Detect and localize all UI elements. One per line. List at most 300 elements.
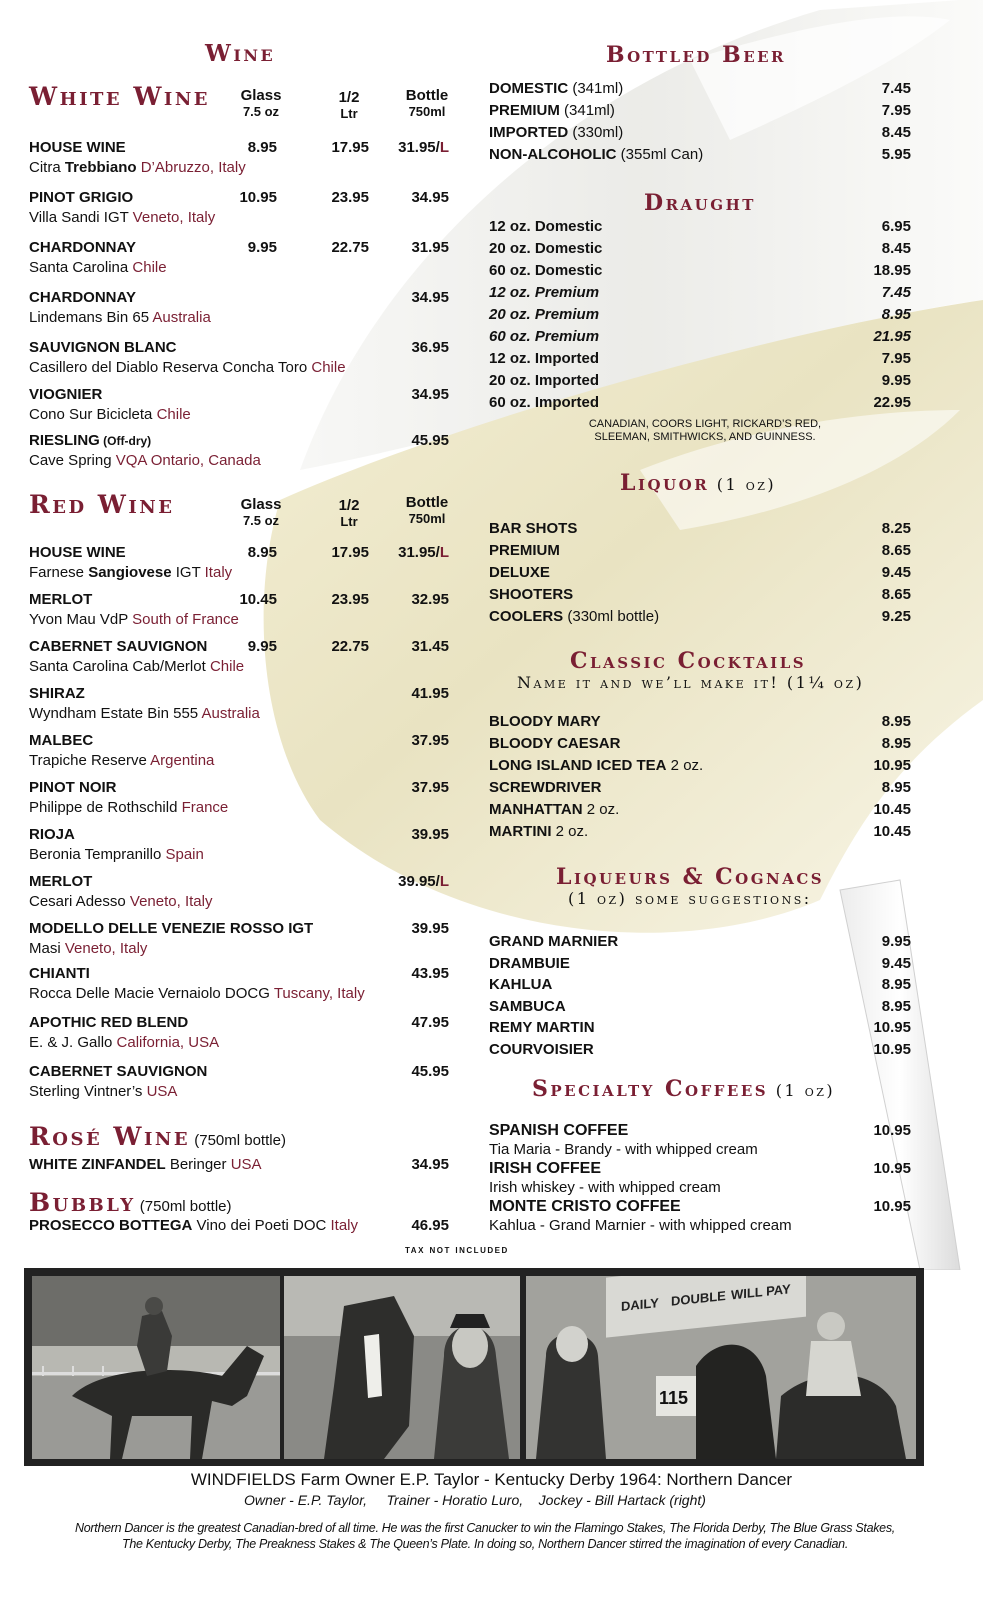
wine-name: CHARDONNAY xyxy=(29,239,136,256)
item-name: SAMBUCA xyxy=(489,997,566,1015)
item-price: 6.95 xyxy=(881,218,911,235)
wine-region: France xyxy=(181,799,229,816)
item-name-row xyxy=(489,306,599,323)
item-name: MANHATTAN xyxy=(489,801,583,818)
wine-producer: Trapiche Reserve xyxy=(29,752,151,769)
white-col-bottle xyxy=(396,88,458,120)
bottle-price xyxy=(389,189,449,206)
rose-item-name: WHITE ZINFANDEL xyxy=(29,1156,166,1173)
wine-producer: Sterling Vintner’s xyxy=(29,1083,147,1100)
bottle-price-suffix: L xyxy=(439,873,449,890)
bottle-price-value: 45.95 xyxy=(411,432,449,449)
glass-price: 9.95 xyxy=(247,239,277,256)
bottle-price xyxy=(389,873,449,890)
item-name: LONG ISLAND ICED TEA xyxy=(489,757,667,774)
photo-winners-circle xyxy=(526,1276,916,1459)
liquor-item xyxy=(489,542,911,564)
cocktail-item xyxy=(489,823,911,845)
bottle-price xyxy=(389,732,449,749)
item-name-row xyxy=(489,284,599,301)
wine-grape: Trebbiano xyxy=(64,159,137,176)
bottle-price-value: 37.95 xyxy=(411,732,449,749)
wine-name: CHARDONNAY xyxy=(29,289,136,306)
wine-producer: Citra xyxy=(29,159,65,176)
bottle-price xyxy=(389,139,449,156)
wine-region: USA xyxy=(146,1083,178,1100)
red-wine-heading: Red Wine xyxy=(29,490,175,519)
item-name: 20 oz. Imported xyxy=(489,372,600,389)
bottled-beer-heading: Bottled Beer xyxy=(606,42,787,68)
bubbly-item-desc: Vino dei Poeti DOC xyxy=(192,1217,331,1234)
item-price: 9.95 xyxy=(881,933,911,950)
liquor-heading-note: (1 oz) xyxy=(709,475,777,494)
glass-price: 9.95 xyxy=(247,638,277,655)
item-name-row xyxy=(489,713,601,730)
wine-region: VQA Ontario, Canada xyxy=(115,452,261,469)
draught-item xyxy=(489,350,911,372)
glass-price: 8.95 xyxy=(247,139,277,156)
white-col-bottle-label: Bottle xyxy=(405,87,449,104)
draught-note-line2: SLEEMAN, SMITHWICKS, AND GUINNESS. xyxy=(594,431,816,443)
wine-producer: Santa Carolina Cab/Merlot xyxy=(29,658,210,675)
item-name: 20 oz. Domestic xyxy=(489,240,603,257)
item-price: 8.65 xyxy=(881,542,911,559)
bubbly-item-name: PROSECCO BOTTEGA xyxy=(29,1217,193,1234)
item-name: BLOODY CAESAR xyxy=(489,735,621,752)
bottle-price-value: 36.95 xyxy=(411,339,449,356)
rose-item-price: 34.95 xyxy=(411,1156,449,1173)
rose-heading-note: (750ml bottle) xyxy=(190,1132,286,1149)
wine-name: SHIRAZ xyxy=(29,685,85,702)
bottle-price xyxy=(389,386,449,403)
owner-with-horse-image xyxy=(284,1276,520,1459)
wine-desc xyxy=(29,985,365,1002)
liqueur-item xyxy=(489,1041,911,1063)
tax-note: tax not included xyxy=(405,1244,509,1256)
liqueurs-heading: Liqueurs & Cognacs xyxy=(556,864,825,890)
half-litre-price: 22.75 xyxy=(331,239,369,256)
glass-price: 10.95 xyxy=(239,189,277,206)
item-name: 60 oz. Premium xyxy=(489,328,600,345)
draught-item xyxy=(489,262,911,284)
bottle-price xyxy=(389,544,449,561)
wine-region: Australia xyxy=(201,705,260,722)
wine-desc xyxy=(29,1083,177,1100)
bottle-price-value: 34.95 xyxy=(411,289,449,306)
red-wine-item xyxy=(29,920,459,964)
wine-region: Italy xyxy=(204,564,233,581)
wine-desc xyxy=(29,799,228,816)
bottle-price xyxy=(389,591,449,608)
item-name-row xyxy=(489,520,577,537)
white-col-bottle-sub: 750ml xyxy=(408,104,446,119)
item-price: 8.45 xyxy=(881,124,911,141)
photo-caption-story-line1: Northern Dancer is the greatest Canadian-bred of all time. He was the first Canucker to win the Flamingo Stakes, The Florida Derby, The Blue Grass Stakes, xyxy=(75,1521,895,1535)
wine-name: PINOT GRIGIO xyxy=(29,189,134,206)
item-name: 12 oz. Domestic xyxy=(489,218,603,235)
bottle-price xyxy=(389,826,449,843)
red-wine-item xyxy=(29,1063,459,1107)
wine-desc xyxy=(29,406,191,423)
item-name-row xyxy=(489,735,620,752)
cocktails-subheading: Name it and we’ll make it! (1¼ oz) xyxy=(517,673,865,692)
liqueur-item xyxy=(489,998,911,1020)
photo-caption-story-line2: The Kentucky Derby, The Preakness Stakes & The Queen’s Plate. In doing so, Northern Dancer stirred the imagination of every Canadian. xyxy=(121,1537,848,1551)
wine-desc xyxy=(29,259,167,276)
wine-desc xyxy=(29,752,214,769)
red-wine-item xyxy=(29,965,459,1009)
item-name: DOMESTIC xyxy=(489,80,569,97)
liqueur-item xyxy=(489,955,911,977)
item-name-row xyxy=(489,586,573,603)
wine-producer: Wyndham Estate Bin 555 xyxy=(29,705,202,722)
red-wine-item xyxy=(29,685,459,729)
wine-name: MALBEC xyxy=(29,732,94,749)
coffees-heading: Specialty Coffees xyxy=(532,1076,769,1102)
coffees-heading-note: (1 oz) xyxy=(768,1081,836,1100)
item-name: NON-ALCOHOLIC xyxy=(489,146,617,163)
item-name: 60 oz. Imported xyxy=(489,394,600,411)
item-name-row xyxy=(489,933,618,950)
item-price: 10.45 xyxy=(873,801,911,818)
wine-desc xyxy=(29,940,147,957)
red-col-half-label: 1/2 xyxy=(338,497,360,514)
item-price: 22.95 xyxy=(873,394,911,411)
board-number-text: 115 xyxy=(659,1388,689,1408)
item-name-row xyxy=(489,608,659,625)
winners-circle-image xyxy=(526,1276,916,1459)
bottle-price xyxy=(389,289,449,306)
wine-name: RIOJA xyxy=(29,826,75,843)
item-name-row xyxy=(489,80,623,97)
item-price: 10.95 xyxy=(873,1019,911,1036)
item-name-row xyxy=(489,976,552,993)
photo-strip xyxy=(24,1268,924,1466)
draught-item xyxy=(489,240,911,262)
bottle-price xyxy=(389,1014,449,1031)
item-name-row xyxy=(489,146,703,163)
draught-heading: Draught xyxy=(644,190,756,216)
item-note: 2 oz. xyxy=(551,823,589,840)
wine-name: CABERNET SAUVIGNON xyxy=(29,1063,208,1080)
red-col-bottle xyxy=(396,495,458,527)
item-name: GRAND MARNIER xyxy=(489,933,619,950)
bubbly-heading-note: (750ml bottle) xyxy=(135,1198,232,1215)
item-name: DRAMBUIE xyxy=(489,954,570,972)
wine-region: Chile xyxy=(311,359,346,376)
white-wine-item xyxy=(29,239,459,283)
item-name: KAHLUA xyxy=(489,976,553,993)
white-wine-item xyxy=(29,386,459,430)
item-price: 8.25 xyxy=(881,520,911,537)
white-col-glass-sub: 7.5 oz xyxy=(242,104,280,119)
wine-desc xyxy=(29,209,215,226)
wine-producer: Beronia Tempranillo xyxy=(29,846,166,863)
white-col-glass xyxy=(232,88,290,120)
white-wine-item xyxy=(29,339,459,383)
wine-producer: Villa Sandi IGT xyxy=(29,209,133,226)
bubbly-heading: Bubbly xyxy=(29,1188,136,1217)
item-note: 2 oz. xyxy=(666,757,704,774)
item-name-row xyxy=(489,1019,595,1036)
cocktail-item xyxy=(489,735,911,757)
coffee-price: 10.95 xyxy=(873,1160,911,1177)
item-name: DELUXE xyxy=(489,564,550,581)
half-litre-price: 17.95 xyxy=(331,544,369,561)
liqueur-item xyxy=(489,933,911,955)
draught-item xyxy=(489,306,911,328)
half-litre-price: 22.75 xyxy=(331,638,369,655)
liquor-item xyxy=(489,586,911,608)
item-price: 9.95 xyxy=(881,372,911,389)
item-price: 8.45 xyxy=(881,240,911,257)
item-note: (330ml) xyxy=(568,124,624,141)
white-wine-item xyxy=(29,432,459,476)
item-name: BAR SHOTS xyxy=(489,520,578,537)
wine-producer: Rocca Delle Macie Vernaiolo DOCG xyxy=(29,985,274,1002)
bottle-price xyxy=(389,965,449,982)
item-name: SHOOTERS xyxy=(489,586,574,603)
wine-name: CHIANTI xyxy=(29,965,90,982)
item-price: 9.45 xyxy=(881,954,911,972)
wine-title: Wine xyxy=(205,40,276,67)
wine-region: Veneto, Italy xyxy=(132,209,216,226)
photo-caption-story xyxy=(20,1520,950,1552)
item-name-row xyxy=(489,998,566,1015)
item-price: 9.25 xyxy=(881,608,911,625)
wine-producer: Masi xyxy=(29,940,65,957)
wine-region: Chile xyxy=(156,406,191,423)
item-price: 10.95 xyxy=(873,757,911,774)
wine-name: SAUVIGNON BLANC xyxy=(29,339,177,356)
wine-name: VIOGNIER xyxy=(29,386,103,403)
item-name: MARTINI xyxy=(489,823,552,840)
bottle-price-value: 45.95 xyxy=(411,1063,449,1080)
wine-producer: Cono Sur Bicicleta xyxy=(29,406,157,423)
draught-item xyxy=(489,394,911,416)
item-name: PREMIUM xyxy=(489,542,560,559)
red-wine-item xyxy=(29,544,459,588)
item-price: 5.95 xyxy=(881,146,911,163)
bottle-price xyxy=(389,339,449,356)
item-note: 2 oz. xyxy=(582,801,620,818)
item-price: 7.95 xyxy=(881,102,911,119)
bottle-price-value: 31.95/ xyxy=(398,139,440,156)
bubbly-item xyxy=(29,1217,449,1234)
bottle-price-value: 43.95 xyxy=(411,965,449,982)
item-name: BLOODY MARY xyxy=(489,713,601,730)
wine-name: MERLOT xyxy=(29,873,93,890)
bottle-price-value: 32.95 xyxy=(411,591,449,608)
item-price: 18.95 xyxy=(873,262,911,279)
wine-producer: Philippe de Rothschild xyxy=(29,799,182,816)
item-name-row xyxy=(489,102,615,119)
red-wine-item xyxy=(29,826,459,870)
wine-producer: Casillero del Diablo Reserva Concha Toro xyxy=(29,359,312,376)
bottle-price xyxy=(389,638,449,655)
red-wine-item xyxy=(29,779,459,823)
cocktail-item xyxy=(489,713,911,735)
photo-caption-credits: Owner - E.P. Taylor, Trainer - Horatio Luro, Jockey - Bill Hartack (right) xyxy=(244,1492,706,1508)
bottle-price-value: 39.95/ xyxy=(398,873,440,890)
wine-name: HOUSE WINE xyxy=(29,139,126,156)
bottle-price-value: 34.95 xyxy=(411,189,449,206)
coffee-name: SPANISH COFFEE xyxy=(489,1122,629,1139)
rose-item-desc: Beringer xyxy=(165,1156,231,1173)
item-name-row xyxy=(489,262,602,279)
daily-sign-text: DAILY xyxy=(621,1295,659,1315)
item-name-row xyxy=(489,542,560,559)
beer-item xyxy=(489,146,911,168)
liqueur-item xyxy=(489,976,911,998)
wine-name: PINOT NOIR xyxy=(29,779,117,796)
bottle-price-suffix: L xyxy=(439,139,449,156)
wine-desc xyxy=(29,309,211,326)
coffee-name: MONTE CRISTO COFFEE xyxy=(489,1198,681,1215)
liquor-heading: Liquor xyxy=(620,470,710,496)
liquor-item xyxy=(489,564,911,586)
item-price: 8.65 xyxy=(881,586,911,603)
half-litre-price: 23.95 xyxy=(331,591,369,608)
glass-price: 8.95 xyxy=(247,544,277,561)
item-name: COOLERS xyxy=(489,608,564,625)
liquor-heading-row xyxy=(620,470,776,496)
wine-name: APOTHIC RED BLEND xyxy=(29,1014,189,1031)
red-col-glass xyxy=(232,497,290,529)
bottle-price xyxy=(389,920,449,937)
item-note: (341ml) xyxy=(568,80,624,97)
item-name-row xyxy=(489,328,599,345)
draught-item xyxy=(489,372,911,394)
white-col-glass-label: Glass xyxy=(240,87,282,104)
wine-name: MERLOT xyxy=(29,591,93,608)
draught-item xyxy=(489,284,911,306)
beer-item xyxy=(489,124,911,146)
coffee-price: 10.95 xyxy=(873,1122,911,1139)
item-name: 12 oz. Premium xyxy=(489,284,600,301)
white-wine-item xyxy=(29,189,459,233)
item-name-row xyxy=(489,823,588,840)
bottle-price xyxy=(389,1063,449,1080)
item-price: 10.95 xyxy=(873,1040,911,1058)
bottle-price xyxy=(389,685,449,702)
coffee-desc: Kahlua - Grand Marnier - with whipped cream xyxy=(489,1217,792,1234)
wine-name: RIESLING xyxy=(29,432,100,449)
item-name: 60 oz. Domestic xyxy=(489,262,603,279)
red-wine-item xyxy=(29,638,459,682)
coffee-name: IRISH COFFEE xyxy=(489,1160,602,1177)
wine-desc xyxy=(29,564,232,581)
item-name-row xyxy=(489,394,599,411)
red-col-bottle-label: Bottle xyxy=(405,494,449,511)
bottle-price xyxy=(389,779,449,796)
bottle-price-value: 47.95 xyxy=(411,1014,449,1031)
white-wine-heading: White Wine xyxy=(29,82,210,111)
photo-jockey-on-horse xyxy=(32,1276,280,1459)
bubbly-item-price: 46.95 xyxy=(411,1217,449,1234)
rose-section xyxy=(29,1122,459,1151)
wine-classification: IGT xyxy=(171,564,205,581)
rose-item xyxy=(29,1156,449,1173)
draught-note-line1: CANADIAN, COORS LIGHT, RICKARD’S RED, xyxy=(588,418,822,430)
bottle-price xyxy=(389,239,449,256)
item-price: 21.95 xyxy=(873,328,911,345)
white-col-half-label: 1/2 xyxy=(338,89,360,106)
draught-note xyxy=(540,418,870,444)
item-name-row xyxy=(489,240,602,257)
wine-producer: Farnese xyxy=(29,564,89,581)
photo-owner-with-horse xyxy=(284,1276,520,1459)
item-name: COURVOISIER xyxy=(489,1040,594,1058)
red-col-half-sub: Ltr xyxy=(340,514,358,529)
beer-item xyxy=(489,102,911,124)
item-price: 8.95 xyxy=(881,306,911,323)
item-name: 12 oz. Imported xyxy=(489,350,600,367)
wine-desc xyxy=(29,893,212,910)
red-wine-item xyxy=(29,732,459,776)
half-litre-price: 23.95 xyxy=(331,189,369,206)
item-name-row xyxy=(489,564,550,581)
item-price: 8.95 xyxy=(881,713,911,730)
cocktails-heading: Classic Cocktails xyxy=(570,648,807,674)
coffees-heading-row xyxy=(532,1076,835,1102)
item-price: 7.45 xyxy=(881,80,911,97)
rose-item-region: USA xyxy=(230,1156,262,1173)
half-litre-price: 17.95 xyxy=(331,139,369,156)
bottle-price-value: 39.95 xyxy=(411,920,449,937)
item-name-row xyxy=(489,124,623,141)
item-price: 9.45 xyxy=(881,564,911,581)
wine-name: CABERNET SAUVIGNON xyxy=(29,638,208,655)
wine-producer: Lindemans Bin 65 xyxy=(29,309,153,326)
photo-caption-title: WINDFIELDS Farm Owner E.P. Taylor - Kentucky Derby 1964: Northern Dancer xyxy=(190,1470,793,1489)
wine-desc xyxy=(29,611,239,628)
liquor-item xyxy=(489,608,911,630)
beer-item xyxy=(489,80,911,102)
wine-region: Chile xyxy=(132,259,167,276)
white-wine-item xyxy=(29,139,459,183)
item-name-row xyxy=(489,372,599,389)
red-wine-item xyxy=(29,873,459,917)
item-name: REMY MARTIN xyxy=(489,1019,595,1036)
wine-region: Veneto, Italy xyxy=(64,940,148,957)
wine-desc xyxy=(29,159,246,176)
wine-region: Spain xyxy=(165,846,204,863)
coffee-desc: Tia Maria - Brandy - with whipped cream xyxy=(489,1141,758,1158)
item-name-row xyxy=(489,779,602,796)
rose-heading: Rosé Wine xyxy=(29,1122,191,1151)
wine-region: Argentina xyxy=(150,752,215,769)
item-name: PREMIUM xyxy=(489,102,560,119)
wine-desc xyxy=(29,452,261,469)
bubbly-item-region: Italy xyxy=(330,1217,359,1234)
wine-region: D’Abruzzo, Italy xyxy=(136,159,246,176)
bottle-price-value: 41.95 xyxy=(411,685,449,702)
wine-desc xyxy=(29,1034,219,1051)
draught-item xyxy=(489,328,911,350)
item-price: 8.95 xyxy=(881,735,911,752)
jockey-on-horse-image xyxy=(32,1276,280,1459)
will-pay-sign-text: WILL PAY xyxy=(731,1281,791,1303)
red-col-glass-label: Glass xyxy=(240,496,282,513)
bubbly-section xyxy=(29,1188,459,1217)
item-name-row xyxy=(489,955,570,972)
liqueurs-subheading: (1 oz) some suggestions: xyxy=(568,889,812,908)
wine-desc xyxy=(29,359,346,376)
item-price: 7.95 xyxy=(881,350,911,367)
item-name-row xyxy=(489,801,619,818)
item-note: (355ml Can) xyxy=(616,146,704,163)
